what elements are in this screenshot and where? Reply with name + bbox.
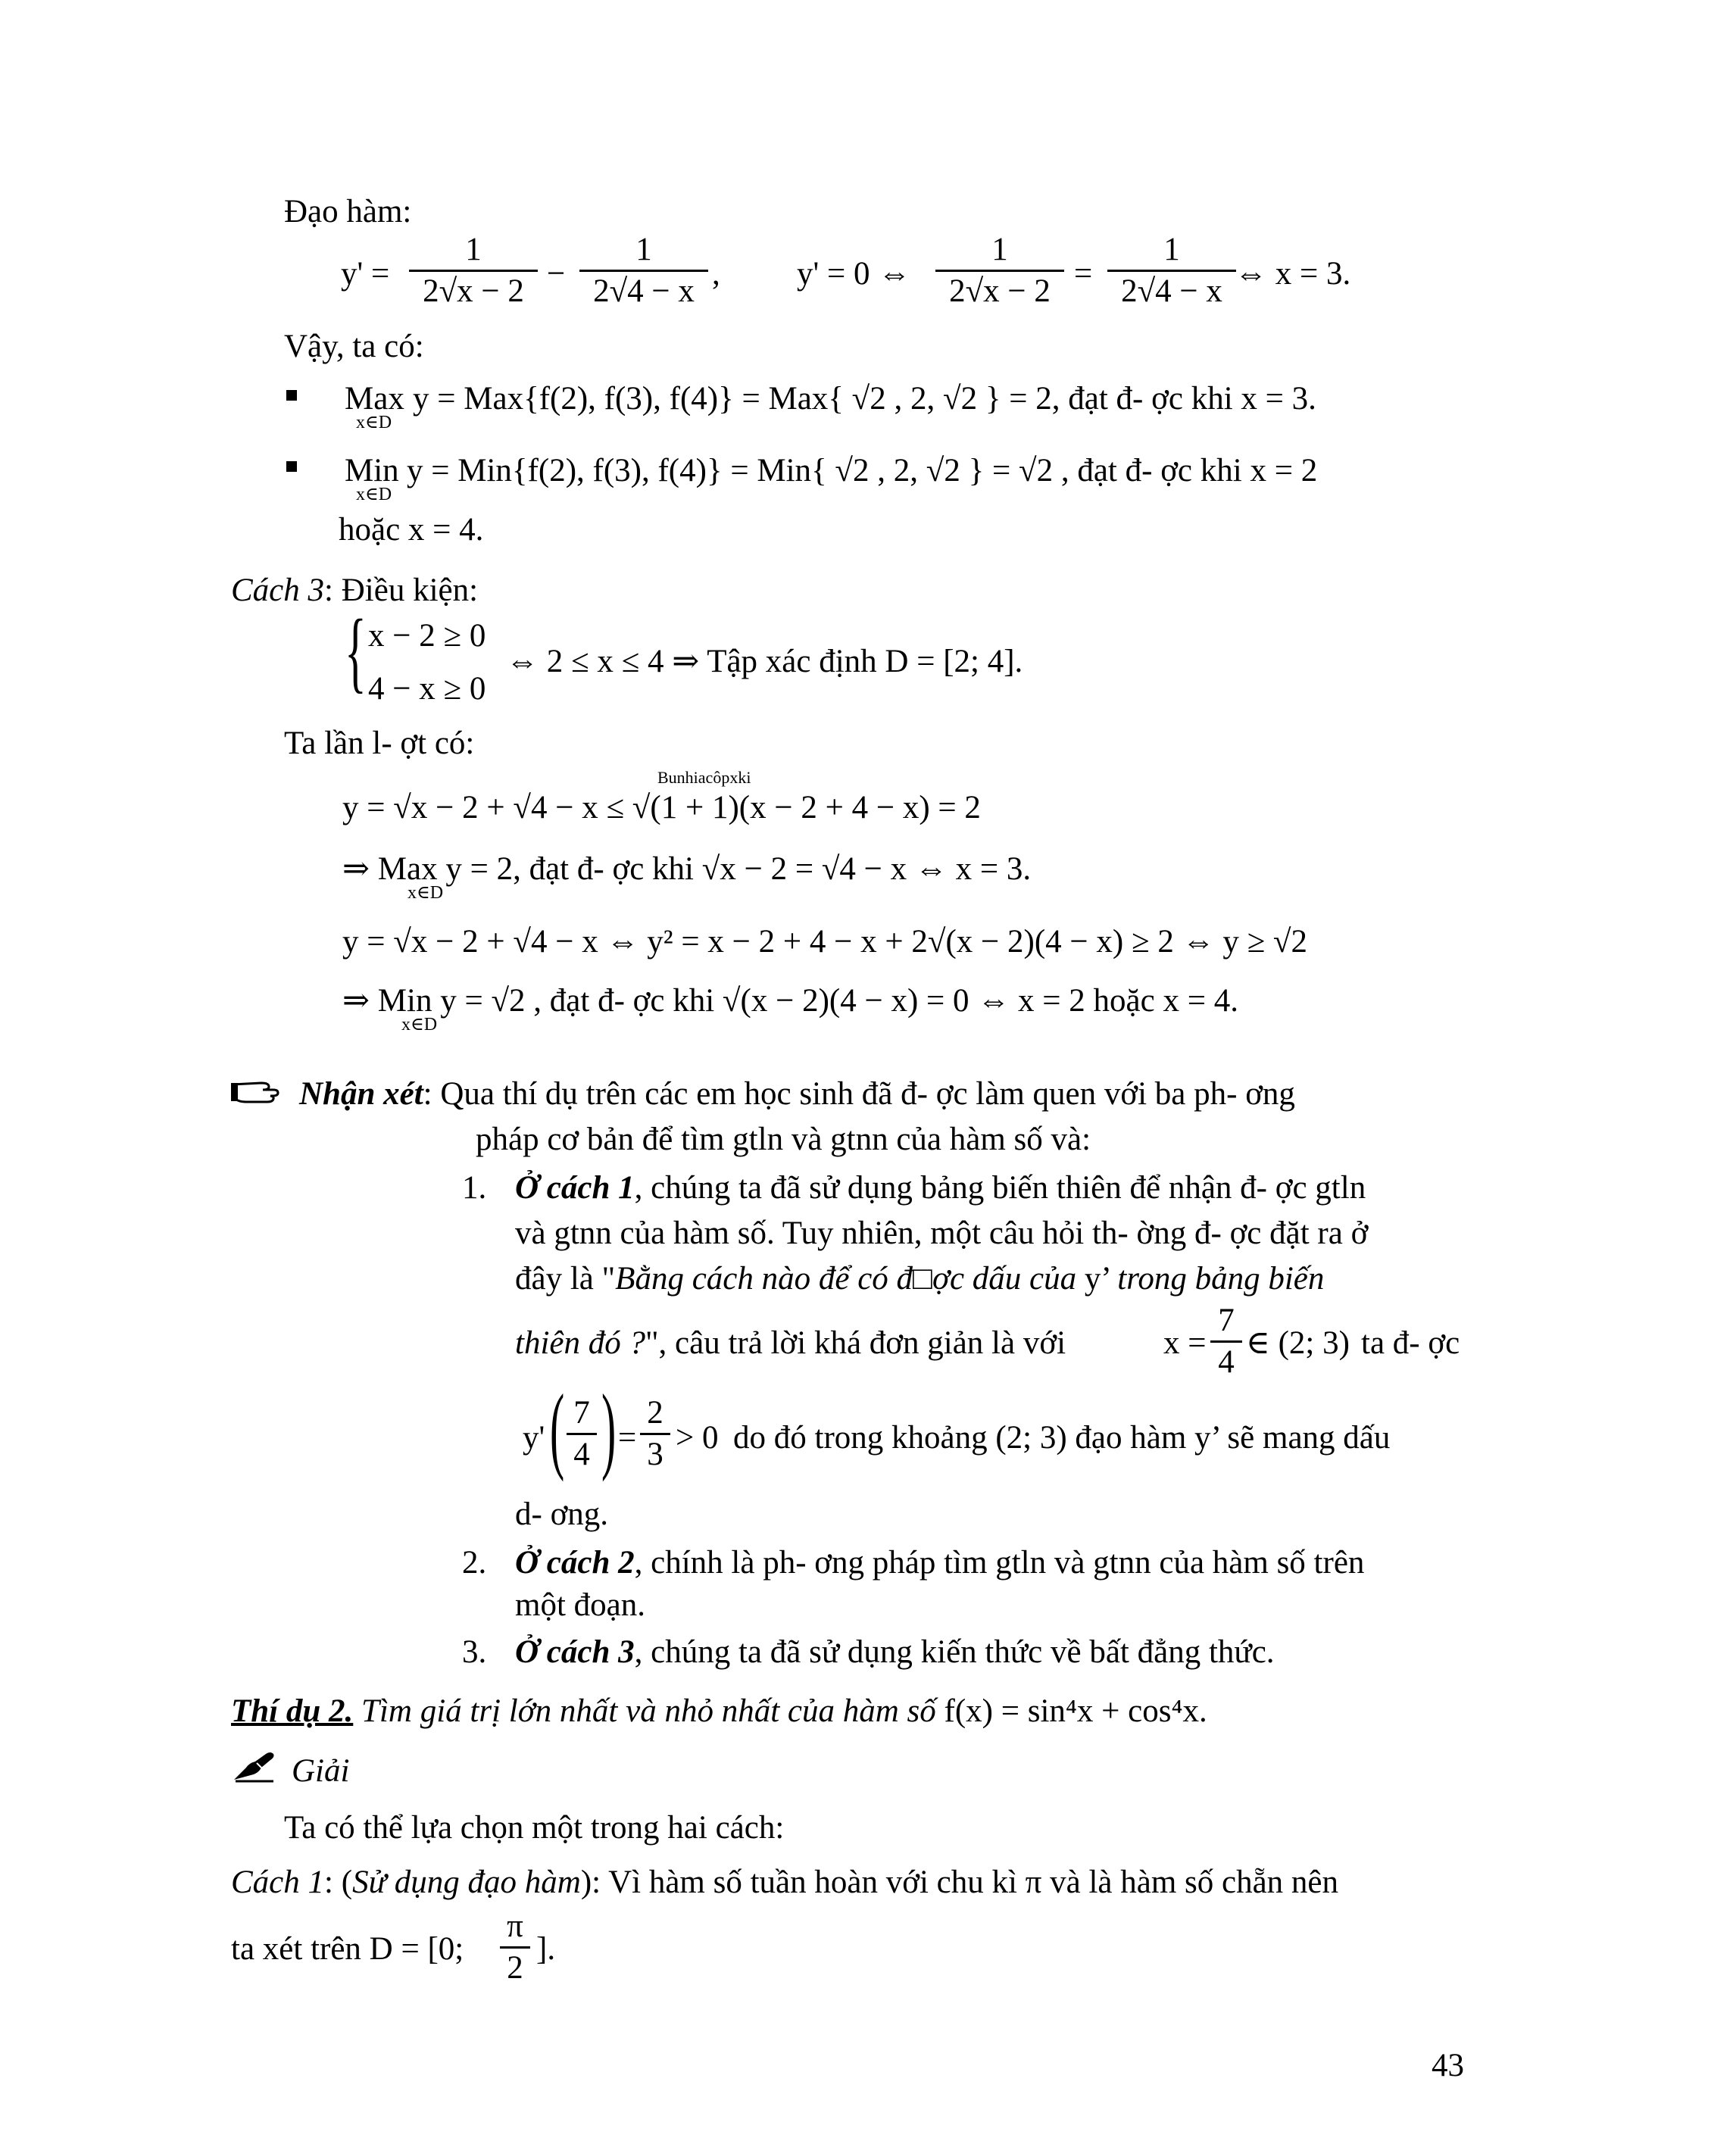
nhan-xet-line-2: pháp cơ bản để tìm gtln và gtnn của hàm số và: — [476, 1122, 1091, 1157]
item-2-text: , chính là ph- ơng pháp tìm gtln và gtnn của hàm số trên — [634, 1545, 1365, 1581]
fraction-3-denominator: 2√x − 2 — [949, 273, 1051, 309]
dao-ham-label: Đạo hàm: — [284, 194, 412, 229]
item-1-line-4 — [515, 1327, 1066, 1359]
min-line-continued: hoặc x = 4. — [339, 512, 484, 548]
writing-hand-icon — [231, 1749, 278, 1783]
ta-xet-tren: ta xét trên D = [0; — [231, 1931, 464, 1967]
giai-label: Giải — [292, 1753, 350, 1789]
greater-than-zero: > 0 — [676, 1420, 719, 1456]
cach3-label: Cách 3 — [231, 573, 325, 608]
yprime-arg-fraction — [567, 1393, 597, 1475]
max-word: Max — [345, 381, 404, 417]
thi-du-2-text: Tìm giá trị lớn nhất và nhỏ nhất của hàm số — [353, 1693, 936, 1729]
thi-du-2-label: Thí dụ 2. — [231, 1693, 354, 1729]
page-number: 43 — [1432, 2048, 1464, 2083]
pointing-hand-icon — [231, 1074, 284, 1104]
fraction-1-numerator: 1 — [465, 232, 482, 267]
fraction-3 — [935, 230, 1064, 311]
item-2-lead: Ở cách 2 — [515, 1545, 635, 1581]
condition-2: 4 − x ≥ 0 — [368, 671, 486, 707]
pi-numerator: π — [507, 1908, 523, 1944]
yprime-label: y' = — [341, 256, 390, 292]
pi-denominator: 2 — [507, 1950, 523, 1986]
thi-du-2-line — [231, 1695, 1207, 1727]
seven-quarters-den: 4 — [1218, 1344, 1235, 1380]
minus-sign: − — [547, 256, 566, 292]
system-brace: { — [345, 601, 367, 701]
two-thirds-num: 2 — [647, 1395, 663, 1431]
min-subscript: x∈D — [356, 485, 392, 504]
fraction-4 — [1107, 230, 1236, 311]
min-result-line: ⇒ Min y = √2 , đạt đ- ợc khi √(x − 2)(4 − x) = 0 ⇔ x = 2 hoặc x = 4. — [342, 983, 1238, 1019]
item-1-line-3d: trong bảng biến — [1117, 1261, 1325, 1297]
min-word: Min — [345, 453, 399, 488]
item-1-line-4a: thiên đó ? — [515, 1325, 645, 1361]
cach-1-line — [231, 1866, 1338, 1899]
item-1-line-1 — [515, 1172, 1366, 1204]
item-1-line-3 — [515, 1262, 1324, 1295]
cach-1-label: Cách 1 — [231, 1865, 325, 1900]
item-1-line-5: do đó trong khoảng (2; 3) đạo hàm y’ sẽ mang dấu — [733, 1420, 1391, 1456]
equals-sign: = — [1074, 256, 1093, 292]
ta-co-the: Ta có thể lựa chọn một trong hai cách: — [284, 1810, 785, 1846]
item-1-number: 1. — [462, 1170, 487, 1206]
fraction-1 — [409, 230, 538, 311]
interval-close: ]. — [536, 1931, 556, 1967]
item-2-line-2: một đoạn. — [515, 1587, 645, 1623]
fraction-4-denominator: 2√4 − x — [1121, 273, 1222, 309]
item-1-lead: Ở cách 1 — [515, 1170, 635, 1206]
thi-du-2-function: f(x) = sin⁴x + cos⁴x. — [935, 1693, 1207, 1729]
item-2-number: 2. — [462, 1545, 487, 1581]
cach-1-rest: ): Vì hàm số tuần hoàn với chu kì π và là hàm số chẵn nên — [580, 1865, 1339, 1900]
cach3-label-rest: : Điều kiện: — [324, 573, 479, 608]
inequality-line-2: y = √x − 2 + √4 − x ⇔ y² = x − 2 + 4 − x + 2√(x − 2)(4 − x) ≥ 2 ⇔ y ≥ √2 — [342, 924, 1308, 960]
derivative-result: ⇔ x = 3. — [1235, 256, 1351, 292]
item-3-lead: Ở cách 3 — [515, 1634, 635, 1670]
yprime-arg-den: 4 — [573, 1437, 590, 1472]
item-1-line-4-end: ta đ- ợc — [1361, 1325, 1460, 1361]
nhan-xet-label: Nhận xét — [299, 1076, 423, 1112]
cach-1-open: : ( — [324, 1865, 353, 1900]
yprime-arg-num: 7 — [573, 1395, 590, 1431]
inequality-line-1: y = √x − 2 + √4 − x ≤ √(1 + 1)(x − 2 + 4 − x) = 2 — [342, 790, 981, 825]
nhan-xet-line-1 — [299, 1078, 1295, 1110]
max-subscript: x∈D — [356, 413, 392, 432]
bunhiacopxki-label: Bunhiacôpxki — [657, 768, 751, 787]
ta-lan-label: Ta lần l- ợt có: — [284, 726, 475, 761]
max-result-subscript: x∈D — [407, 883, 444, 903]
x-equals: x = — [1163, 1325, 1207, 1361]
yprime-equals: = — [618, 1420, 637, 1456]
comma: , — [712, 256, 720, 292]
item-1-line-3b: Bằng cách nào để có đ□ợc dấu của — [615, 1261, 1077, 1297]
min-result-subscript: x∈D — [401, 1015, 438, 1034]
item-1-line-3a: đây là " — [515, 1261, 616, 1297]
item-1-line-2: và gtnn của hàm số. Tuy nhiên, một câu hỏi th- ờng đ- ợc đặt ra ở — [515, 1215, 1369, 1251]
item-1-text: , chúng ta đã sử dụng bảng biến thiên để nhận đ- ợc gtln — [634, 1170, 1366, 1206]
item-1-line-3c: y’ — [1076, 1261, 1118, 1297]
yprime-symbol: y' — [523, 1420, 545, 1456]
pi-over-two-fraction — [500, 1907, 530, 1988]
yprime-zero: y' = 0 ⇔ — [797, 256, 911, 292]
min-line: y = Min{f(2), f(3), f(4)} = Min{ √2 , 2, √2 } = √2 , đạt đ- ợc khi x = 2 — [407, 453, 1318, 488]
interval: ∈ (2; 3) — [1246, 1325, 1350, 1361]
item-3-line-1 — [515, 1636, 1275, 1668]
domain-result: ⇔ 2 ≤ x ≤ 4 ⇒ Tập xác định D = [2; 4]. — [506, 644, 1023, 679]
item-1-line-4b: ", câu trả lời khá đơn giản là với — [645, 1325, 1066, 1361]
item-1-line-6: d- ơng. — [515, 1496, 609, 1532]
fraction-2 — [579, 230, 708, 311]
fraction-2-denominator: 2√4 − x — [593, 273, 695, 309]
nhan-xet-intro: : Qua thí dụ trên các em học sinh đã đ- ợc làm quen với ba ph- ơng — [423, 1076, 1295, 1112]
item-2-line-1 — [515, 1546, 1364, 1579]
left-paren: ( — [550, 1375, 565, 1482]
item-3-text: , chúng ta đã sử dụng kiến thức về bất đẳng thức. — [634, 1634, 1275, 1670]
two-thirds-den: 3 — [647, 1437, 663, 1472]
two-thirds-fraction — [640, 1393, 670, 1475]
fraction-1-denominator: 2√x − 2 — [423, 273, 524, 309]
fraction-3-numerator: 1 — [991, 232, 1008, 267]
seven-quarters-num: 7 — [1218, 1303, 1235, 1338]
bullet-min — [286, 461, 297, 472]
right-paren: ) — [601, 1375, 617, 1482]
fraction-2-numerator: 1 — [635, 232, 652, 267]
vay-label: Vậy, ta có: — [284, 329, 424, 364]
cach-1-method: Sử dụng đạo hàm — [352, 1865, 581, 1900]
max-line: y = Max{f(2), f(3), f(4)} = Max{ √2 , 2, √2 } = 2, đạt đ- ợc khi x = 3. — [413, 381, 1316, 417]
condition-1: x − 2 ≥ 0 — [368, 618, 486, 654]
fraction-4-numerator: 1 — [1163, 232, 1180, 267]
max-result-line: ⇒ Max y = 2, đạt đ- ợc khi √x − 2 = √4 − x ⇔ x = 3. — [342, 851, 1032, 887]
item-3-number: 3. — [462, 1634, 487, 1670]
bullet-max — [286, 390, 297, 401]
seven-quarters-fraction — [1210, 1301, 1242, 1382]
